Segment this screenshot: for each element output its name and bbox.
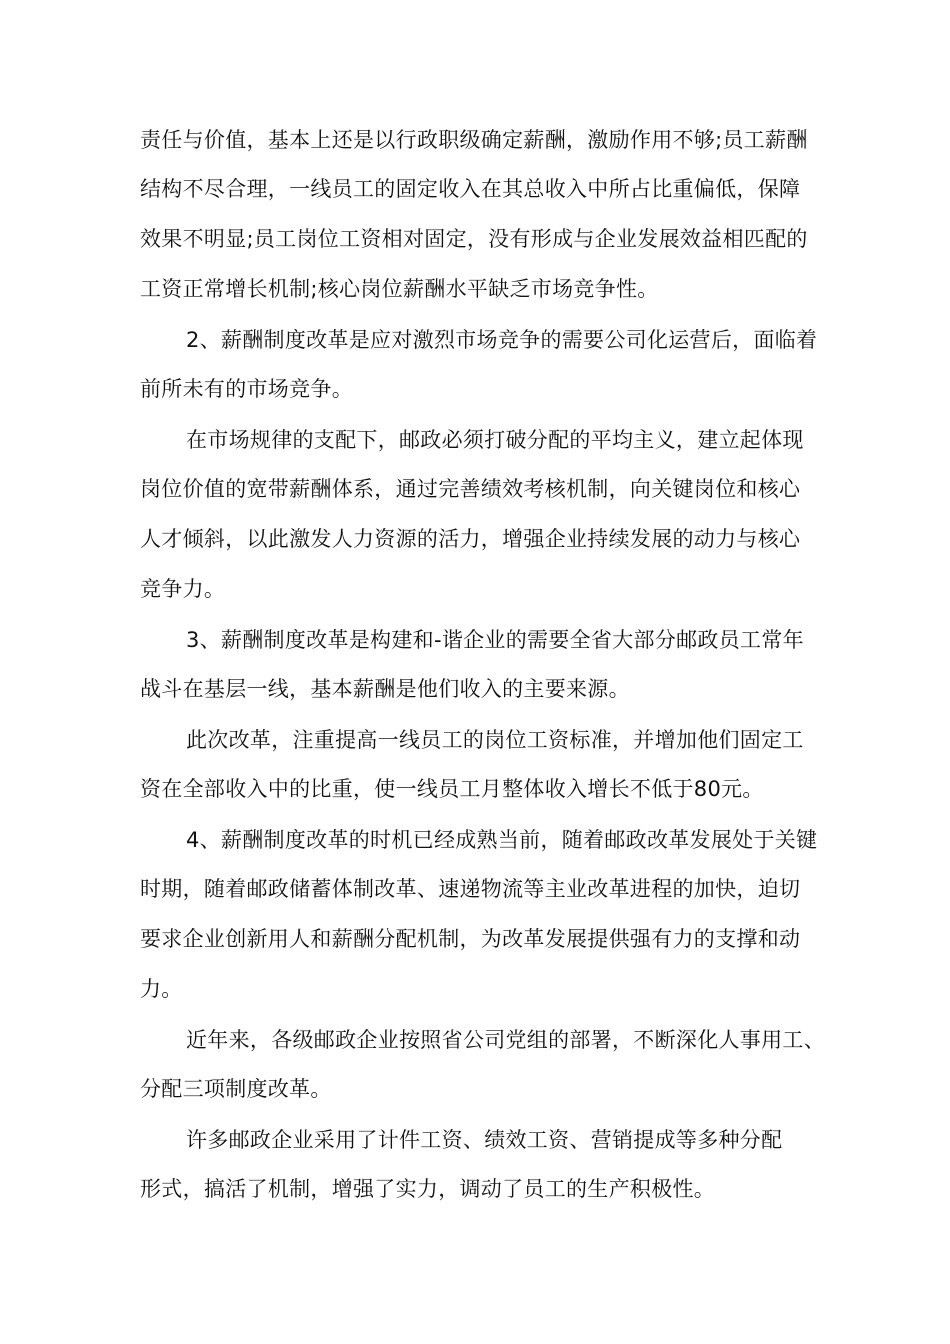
- text-line: 时期，随着邮政储蓄体制改革、速递物流等主业改革进程的加快，迫切: [140, 877, 801, 901]
- text-line: 效果不明显;员工岗位工资相对固定，没有形成与企业发展效益相匹配的: [140, 227, 808, 251]
- text-line: 竞争力。: [140, 577, 226, 601]
- text-line: 岗位价值的宽带薪酬体系，通过完善绩效考核机制，向关键岗位和核心: [140, 477, 801, 501]
- text-line: 在市场规律的支配下，邮政必须打破分配的平均主义，建立起体现: [186, 428, 804, 452]
- text-line: 结构不尽合理，一线员工的固定收入在其总收入中所占比重偏低，保障: [140, 177, 801, 201]
- text-line: 前所未有的市场竞争。: [140, 377, 353, 401]
- text-line: 责任与价值，基本上还是以行政职级确定薪酬，激励作用不够;员工薪酬: [140, 128, 808, 152]
- text-line: 形式，搞活了机制，增强了实力，调动了员工的生产积极性。: [140, 1177, 716, 1201]
- text-line: 4、薪酬制度改革的时机已经成熟当前，随着邮政改革发展处于关键: [186, 828, 818, 852]
- text-line: 人才倾斜，以此激发人力资源的活力，增强企业持续发展的动力与核心: [140, 527, 801, 551]
- text-line: 分配三项制度改革。: [140, 1077, 332, 1101]
- text-line: 此次改革，注重提高一线员工的岗位工资标准，并增加他们固定工: [186, 728, 804, 752]
- text-line: 3、薪酬制度改革是构建和-谐企业的需要全省大部分邮政员工常年: [186, 628, 804, 652]
- text-line: 战斗在基层一线，基本薪酬是他们收入的主要来源。: [140, 677, 630, 701]
- text-line: 近年来，各级邮政企业按照省公司党组的部署，不断深化人事用工、: [186, 1028, 825, 1052]
- text-line: 许多邮政企业采用了计件工资、绩效工资、营销提成等多种分配: [186, 1128, 783, 1152]
- text-line: 资在全部收入中的比重，使一线员工月整体收入增长不低于80元。: [140, 777, 764, 801]
- text-line: 要求企业创新用人和薪酬分配机制，为改革发展提供强有力的支撑和动: [140, 927, 801, 951]
- text-line: 力。: [140, 977, 183, 1001]
- text-line: 2、薪酬制度改革是应对激烈市场竞争的需要公司化运营后，面临着: [186, 328, 818, 352]
- text-line: 工资正常增长机制;核心岗位薪酬水平缺乏市场竞争性。: [140, 277, 659, 301]
